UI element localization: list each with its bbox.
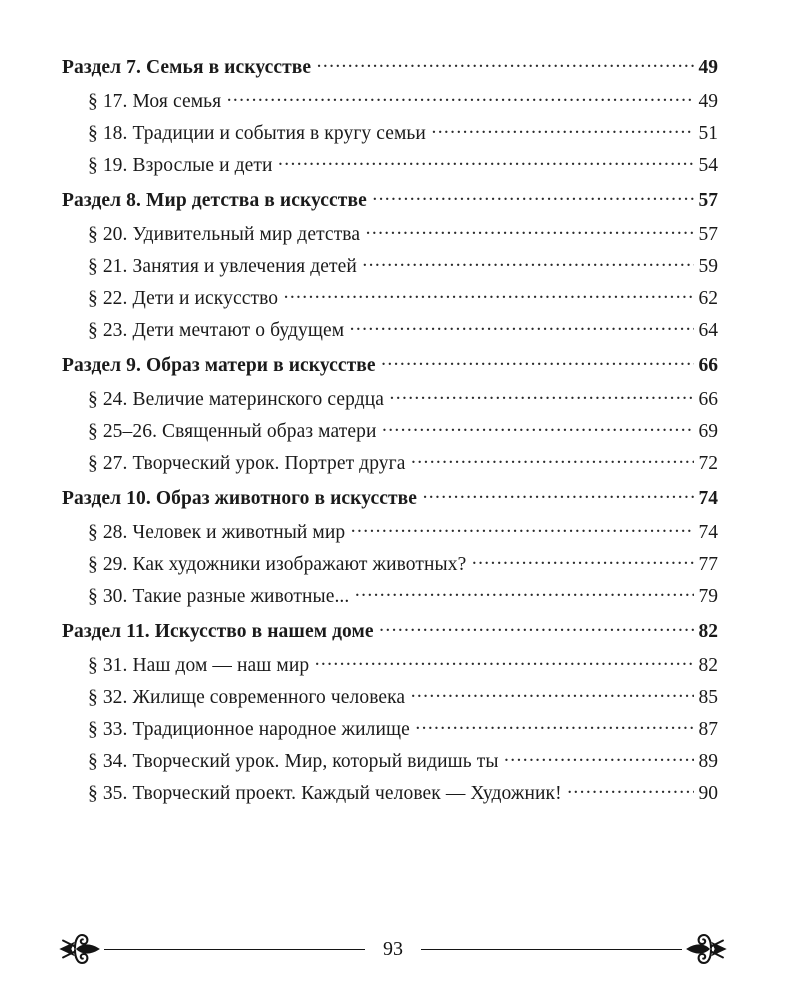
toc-entry-page-number: 74 [698, 522, 718, 543]
toc-entry-title: § 28. Человек и животный мир [88, 522, 346, 543]
toc-entry-title: § 27. Творческий урок. Портрет друга [88, 453, 406, 474]
toc-entry-page-number: 74 [698, 488, 718, 509]
toc-section-row[interactable] [62, 483, 718, 517]
toc-entry-title: Раздел 7. Семья в искусстве [62, 57, 312, 78]
toc-entry-row[interactable] [62, 549, 718, 581]
toc-entry-title: § 32. Жилище современного человека [88, 687, 406, 708]
toc-entry-page-number: 62 [698, 288, 718, 309]
toc-entry-title: § 29. Как художники изображают животных? [88, 554, 467, 575]
toc-entry-page-number: 77 [698, 554, 718, 575]
toc-entry-page-number: 64 [698, 320, 718, 341]
toc-entry-page-number: 54 [698, 155, 718, 176]
fleuron-ornament-icon [682, 929, 728, 969]
toc-entry-title: Раздел 10. Образ животного в искусстве [62, 488, 418, 509]
toc-entry-row[interactable] [62, 384, 718, 416]
dot-leader [315, 655, 694, 671]
toc-entry-title: Раздел 8. Мир детства в искусстве [62, 190, 367, 211]
toc-entry-row[interactable] [62, 86, 718, 118]
toc-entry-title: § 33. Традиционное народное жилище [88, 719, 410, 740]
toc-entry-title: § 20. Удивительный мир детства [88, 224, 361, 245]
toc-entry-row[interactable] [62, 714, 718, 746]
fleuron-ornament-icon [58, 929, 104, 969]
dot-leader [381, 355, 693, 371]
dot-leader [350, 320, 694, 336]
page-number: 93 [383, 938, 403, 960]
toc-entry-title: § 25–26. Священный образ матери [88, 421, 377, 442]
toc-entry-row[interactable] [62, 251, 718, 283]
dot-leader [227, 91, 694, 107]
toc-entry-page-number: 57 [698, 190, 718, 211]
dot-leader [411, 453, 693, 469]
toc-entry-page-number: 51 [698, 123, 718, 144]
toc-entry-title: § 17. Моя семья [88, 91, 222, 112]
toc-entry-title: § 22. Дети и искусство [88, 288, 279, 309]
toc-entry-row[interactable] [62, 650, 718, 682]
dot-leader [390, 389, 694, 405]
dot-leader [355, 586, 694, 602]
table-of-contents [62, 52, 718, 810]
toc-entry-title: § 30. Такие разные животные... [88, 586, 350, 607]
dot-leader [382, 421, 694, 437]
dot-leader [423, 488, 694, 504]
toc-entry-title: § 34. Творческий урок. Мир, который видишь ты [88, 751, 499, 772]
dot-leader [351, 522, 694, 538]
toc-entry-page-number: 69 [698, 421, 718, 442]
toc-entry-title: Раздел 9. Образ матери в искусстве [62, 355, 376, 376]
toc-entry-page-number: 82 [698, 621, 718, 642]
footer-rule-right [421, 949, 682, 950]
toc-entry-title: § 18. Традиции и события в кругу семьи [88, 123, 426, 144]
toc-section-row[interactable] [62, 616, 718, 650]
dot-leader [472, 554, 694, 570]
dot-leader [362, 256, 693, 272]
toc-entry-page-number: 87 [698, 719, 718, 740]
toc-entry-row[interactable] [62, 448, 718, 480]
toc-entry-page-number: 82 [698, 655, 718, 676]
toc-entry-title: § 19. Взрослые и дети [88, 155, 273, 176]
dot-leader [411, 687, 694, 703]
toc-entry-row[interactable] [62, 416, 718, 448]
toc-entry-page-number: 57 [698, 224, 718, 245]
dot-leader [372, 190, 693, 206]
dot-leader [379, 621, 693, 637]
toc-entry-row[interactable] [62, 581, 718, 613]
dot-leader [317, 57, 694, 73]
toc-entry-page-number: 72 [698, 453, 718, 474]
toc-entry-page-number: 90 [698, 783, 718, 804]
toc-entry-page-number: 66 [698, 389, 718, 410]
page-footer [58, 928, 728, 970]
toc-entry-row[interactable] [62, 778, 718, 810]
toc-entry-row[interactable] [62, 315, 718, 347]
toc-entry-page-number: 85 [698, 687, 718, 708]
dot-leader [504, 751, 693, 767]
dot-leader [284, 288, 694, 304]
toc-entry-title: Раздел 11. Искусство в нашем доме [62, 621, 374, 642]
dot-leader [366, 224, 694, 240]
toc-entry-row[interactable] [62, 283, 718, 315]
dot-leader [567, 783, 693, 799]
toc-section-row[interactable] [62, 185, 718, 219]
toc-entry-page-number: 49 [698, 91, 718, 112]
toc-entry-title: § 21. Занятия и увлечения детей [88, 256, 357, 277]
dot-leader [431, 123, 693, 139]
footer-rule-left [104, 949, 365, 950]
dot-leader [278, 155, 693, 171]
toc-entry-title: § 23. Дети мечтают о будущем [88, 320, 345, 341]
toc-entry-row[interactable] [62, 517, 718, 549]
toc-section-row[interactable] [62, 350, 718, 384]
toc-entry-row[interactable] [62, 150, 718, 182]
toc-entry-title: § 31. Наш дом — наш мир [88, 655, 310, 676]
toc-entry-row[interactable] [62, 746, 718, 778]
toc-entry-page-number: 59 [698, 256, 718, 277]
toc-entry-row[interactable] [62, 219, 718, 251]
toc-entry-title: § 24. Величие материнского сердца [88, 389, 385, 410]
toc-entry-title: § 35. Творческий проект. Каждый человек — Художник! [88, 783, 562, 804]
toc-entry-page-number: 89 [698, 751, 718, 772]
toc-entry-row[interactable] [62, 118, 718, 150]
toc-entry-page-number: 66 [698, 355, 718, 376]
dot-leader [415, 719, 693, 735]
toc-section-row[interactable] [62, 52, 718, 86]
toc-entry-row[interactable] [62, 682, 718, 714]
toc-entry-page-number: 49 [698, 57, 718, 78]
toc-entry-page-number: 79 [698, 586, 718, 607]
